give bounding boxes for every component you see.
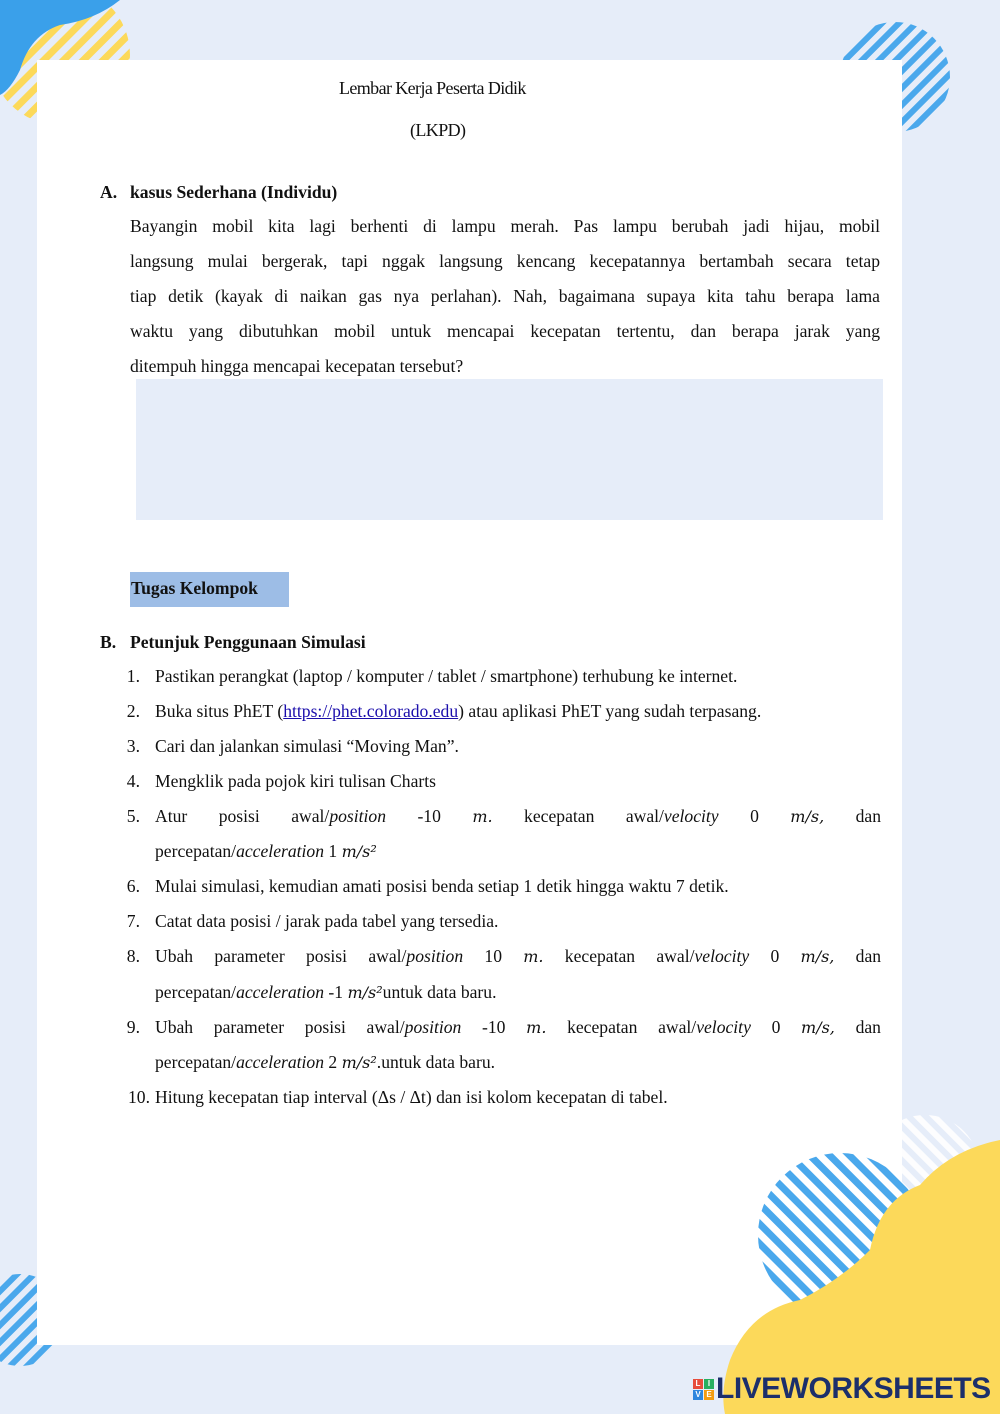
instruction-item-1: Pastikan perangkat (laptop / komputer / tablet / smartphone) terhubung ke internet. (155, 666, 738, 686)
instruction-item-3: Cari dan jalankan simulasi “Moving Man”. (155, 736, 459, 756)
item-number: 10. (128, 1087, 150, 1107)
section-a-heading: kasus Sederhana (Individu) (130, 182, 338, 202)
section-a-line: langsung mulai bergerak, tapi nggak langsung kencang kecepatannya bertambah secara tetap (130, 251, 880, 271)
instruction-item-8-line-2: percepatan/acceleration -1 m/s²untuk data baru. (155, 982, 497, 1002)
item-number: 3. (126, 736, 140, 756)
logo-badge-icon: L I V E (693, 1379, 714, 1400)
section-b-heading: Petunjuk Penggunaan Simulasi (130, 632, 366, 652)
logo-text: LIVEWORKSHEETS (716, 1372, 991, 1405)
section-a-line: Bayangin mobil kita lagi berhenti di lampu merah. Pas lampu berubah jadi hijau, mobil (130, 216, 880, 236)
corner-decoration-bottom-right (720, 1110, 1000, 1414)
section-a-line: ditempuh hingga mencapai kecepatan tersebut? (130, 356, 464, 376)
item2-suffix: ) atau aplikasi PhET yang sudah terpasang. (458, 701, 762, 721)
instruction-item-9-line-2: percepatan/acceleration 2 m/s².untuk data baru. (155, 1052, 496, 1072)
phet-link[interactable]: https://phet.colorado.edu (283, 701, 459, 721)
instruction-item-6: Mulai simulasi, kemudian amati posisi benda setiap 1 detik hingga waktu 7 detik. (155, 876, 729, 896)
section-a-line: waktu yang dibutuhkan mobil untuk mencapai kecepatan tertentu, dan berapa jarak yang (130, 321, 880, 341)
section-a-line: tiap detik (kayak di naikan gas nya perlahan). Nah, bagaimana supaya kita tahu berapa lama (130, 286, 880, 306)
item-number: 7. (126, 911, 140, 931)
worksheet-title: Lembar Kerja Peserta Didik (339, 78, 526, 98)
instruction-item-5-line-1: Atur posisi awal/position -10 m. kecepatan awal/velocity 0 m/s, dan (155, 806, 881, 826)
group-task-label: Tugas Kelompok (130, 572, 289, 607)
worksheet-subtitle: (LKPD) (410, 120, 466, 140)
item-number: 6. (126, 876, 140, 896)
item-number: 5. (126, 806, 140, 826)
section-b-marker: B. (100, 632, 117, 652)
item-number: 9. (126, 1017, 140, 1037)
section-a-marker: A. (100, 182, 118, 202)
item-number: 2. (126, 701, 140, 721)
instruction-item-9-line-1: Ubah parameter posisi awal/position -10 m. kecepatan awal/velocity 0 m/s, dan (155, 1017, 881, 1037)
instruction-item-10: Hitung kecepatan tiap interval (Δs / Δt) dan isi kolom kecepatan di tabel. (155, 1087, 668, 1107)
instruction-item-5-line-2: percepatan/acceleration 1 m/s² (155, 841, 377, 861)
instruction-item-2 (155, 694, 761, 729)
instruction-item-8-line-1: Ubah parameter posisi awal/position 10 m. kecepatan awal/velocity 0 m/s, dan (155, 946, 882, 966)
liveworksheets-logo (693, 1373, 991, 1405)
instruction-item-4: Mengklik pada pojok kiri tulisan Charts (155, 771, 436, 791)
item2-prefix: Buka situs PhET ( (155, 701, 284, 721)
answer-input-box[interactable] (136, 379, 883, 520)
item-number: 8. (126, 946, 140, 966)
instruction-item-7: Catat data posisi / jarak pada tabel yang tersedia. (155, 911, 499, 931)
item-number: 1. (126, 666, 140, 686)
item-number: 4. (126, 771, 140, 791)
